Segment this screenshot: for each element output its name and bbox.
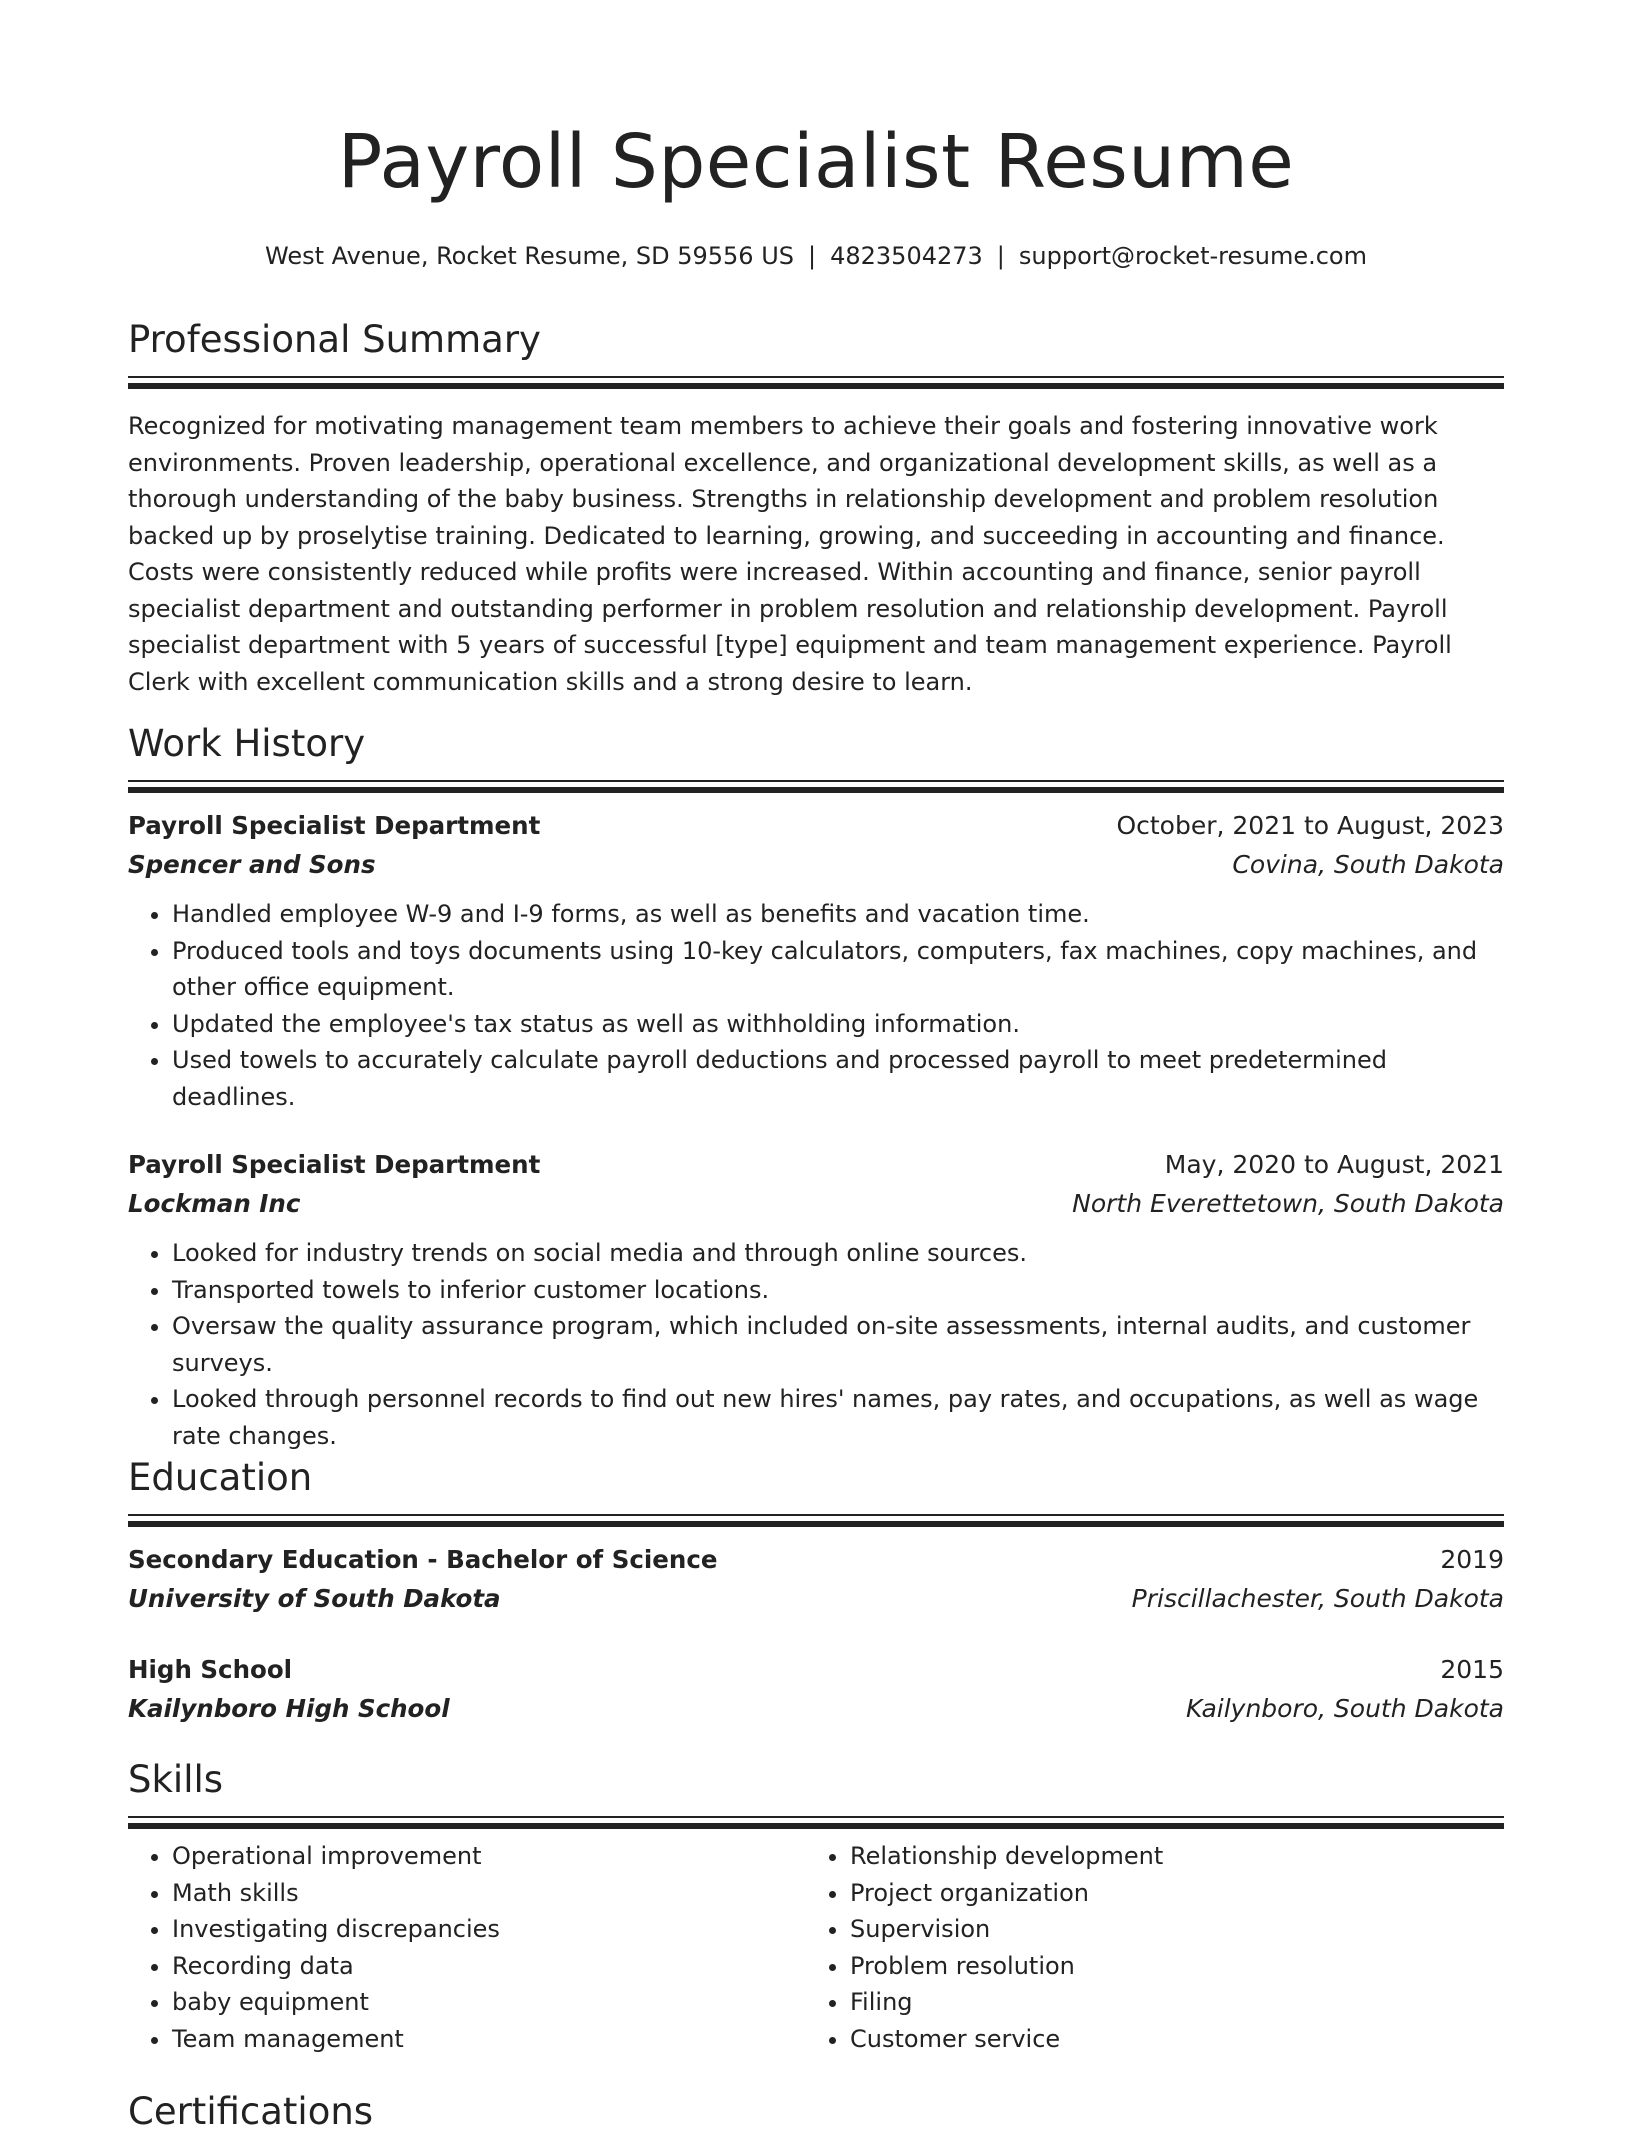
contact-phone: 4823504273 <box>830 242 983 270</box>
list-item: • Produced tools and toys documents using 10-key calculators, computers, fax machines, copy machines, and other office equipment. <box>172 933 1504 1006</box>
degree: High School <box>128 1655 293 1684</box>
job-company-row <box>128 845 1504 884</box>
job-dates: May, 2020 to August, 2021 <box>1164 1150 1504 1179</box>
education-heading: Education <box>128 1456 313 1499</box>
education-header-row <box>128 1540 1504 1579</box>
skill-item: • Operational improvement <box>172 1838 806 1875</box>
skill-item: • Problem resolution <box>850 1948 1484 1985</box>
resume-title: Payroll Specialist Resume <box>337 119 1295 205</box>
skills-column-right <box>806 1838 1484 2057</box>
list-item: • Looked for industry trends on social media and through online sources. <box>172 1235 1504 1272</box>
list-item: • Looked through personnel records to find out new hires' names, pay rates, and occupations, as well as wage rate changes. <box>172 1381 1504 1454</box>
section-divider <box>128 1514 1504 1524</box>
skill-item: • Filing <box>850 1984 1484 2021</box>
skill-item: • Recording data <box>172 1948 806 1985</box>
skill-item: • Investigating discrepancies <box>172 1911 806 1948</box>
school-name: Kailynboro High School <box>128 1694 450 1723</box>
summary-section <box>128 316 1504 700</box>
job-title: Payroll Specialist Department <box>128 1150 541 1179</box>
graduation-year: 2015 <box>1440 1655 1504 1684</box>
education-entry <box>128 1650 1504 1728</box>
contact-address: West Avenue, Rocket Resume, SD 59556 US <box>265 242 794 270</box>
job-location: Covina, South Dakota <box>1232 850 1504 879</box>
education-entry <box>128 1540 1504 1618</box>
school-name: University of South Dakota <box>128 1584 501 1613</box>
skill-item: • Math skills <box>172 1875 806 1912</box>
education-school-row <box>128 1689 1504 1728</box>
school-location: Kailynboro, South Dakota <box>1185 1694 1504 1723</box>
job-entry <box>128 1145 1504 1454</box>
job-title: Payroll Specialist Department <box>128 811 541 840</box>
skill-item: • Project organization <box>850 1875 1484 1912</box>
summary-text: Recognized for motivating management team members to achieve their goals and fostering innovative work environments. Proven leadership, operational excellence, and organizational development skills, as well as a thorough understanding of the baby business. Strengths in relationship development and problem resolution backed up by proselytise training. Dedicated to learning, growing, and succeeding in accounting and finance. Costs were consistently reduced while profits were increased. Within accounting and finance, senior payroll specialist department and outstanding performer in problem resolution and relationship development. Payroll specialist department with 5 years of successful [type] equipment and team management experience. Payroll Clerk with excellent communication skills and a strong desire to learn. <box>128 412 1452 696</box>
education-section <box>128 1454 1504 1728</box>
list-item: • Oversaw the quality assurance program, which included on-site assessments, internal audits, and customer surveys. <box>172 1308 1504 1381</box>
job-dates: October, 2021 to August, 2023 <box>1116 811 1504 840</box>
job-bullets <box>128 1235 1504 1454</box>
skill-item: • Relationship development <box>850 1838 1484 1875</box>
skill-item: • baby equipment <box>172 1984 806 2021</box>
degree: Secondary Education - Bachelor of Science <box>128 1545 718 1574</box>
work-history-heading: Work History <box>128 722 366 765</box>
list-item: • Transported towels to inferior customer locations. <box>172 1272 1504 1309</box>
skills-heading: Skills <box>128 1758 224 1801</box>
skill-item: • Customer service <box>850 2021 1484 2058</box>
graduation-year: 2019 <box>1440 1545 1504 1574</box>
contact-email: support@rocket-resume.com <box>1018 242 1367 270</box>
summary-heading: Professional Summary <box>128 318 541 361</box>
skills-section <box>128 1756 1504 2057</box>
section-divider <box>128 1816 1504 1826</box>
skills-columns <box>128 1838 1504 2057</box>
section-divider <box>128 376 1504 386</box>
list-item: • Updated the employee's tax status as well as withholding information. <box>172 1006 1504 1043</box>
contact-line <box>128 238 1504 274</box>
list-item: • Used towels to accurately calculate payroll deductions and processed payroll to meet predetermined deadlines. <box>172 1042 1504 1115</box>
job-location: North Everettetown, South Dakota <box>1072 1189 1504 1218</box>
school-location: Priscillachester, South Dakota <box>1131 1584 1504 1613</box>
job-entry <box>128 806 1504 1115</box>
skill-item: • Team management <box>172 2021 806 2058</box>
skills-column-left <box>128 1838 806 2057</box>
job-header-row <box>128 1145 1504 1184</box>
education-school-row <box>128 1579 1504 1618</box>
job-company: Lockman Inc <box>128 1189 301 1218</box>
contact-separator: | <box>996 242 1005 270</box>
list-item: • Handled employee W-9 and I-9 forms, as well as benefits and vacation time. <box>172 896 1504 933</box>
certifications-section <box>128 2088 1504 2136</box>
job-company: Spencer and Sons <box>128 850 376 879</box>
skills-list <box>128 1838 806 2057</box>
job-header-row <box>128 806 1504 845</box>
job-bullets <box>128 896 1504 1115</box>
certifications-heading: Certifications <box>128 2090 374 2133</box>
skills-list <box>806 1838 1484 2057</box>
section-divider <box>128 780 1504 790</box>
contact-separator: | <box>808 242 817 270</box>
skill-item: • Supervision <box>850 1911 1484 1948</box>
education-header-row <box>128 1650 1504 1689</box>
work-history-section <box>128 720 1504 1454</box>
job-company-row <box>128 1184 1504 1223</box>
